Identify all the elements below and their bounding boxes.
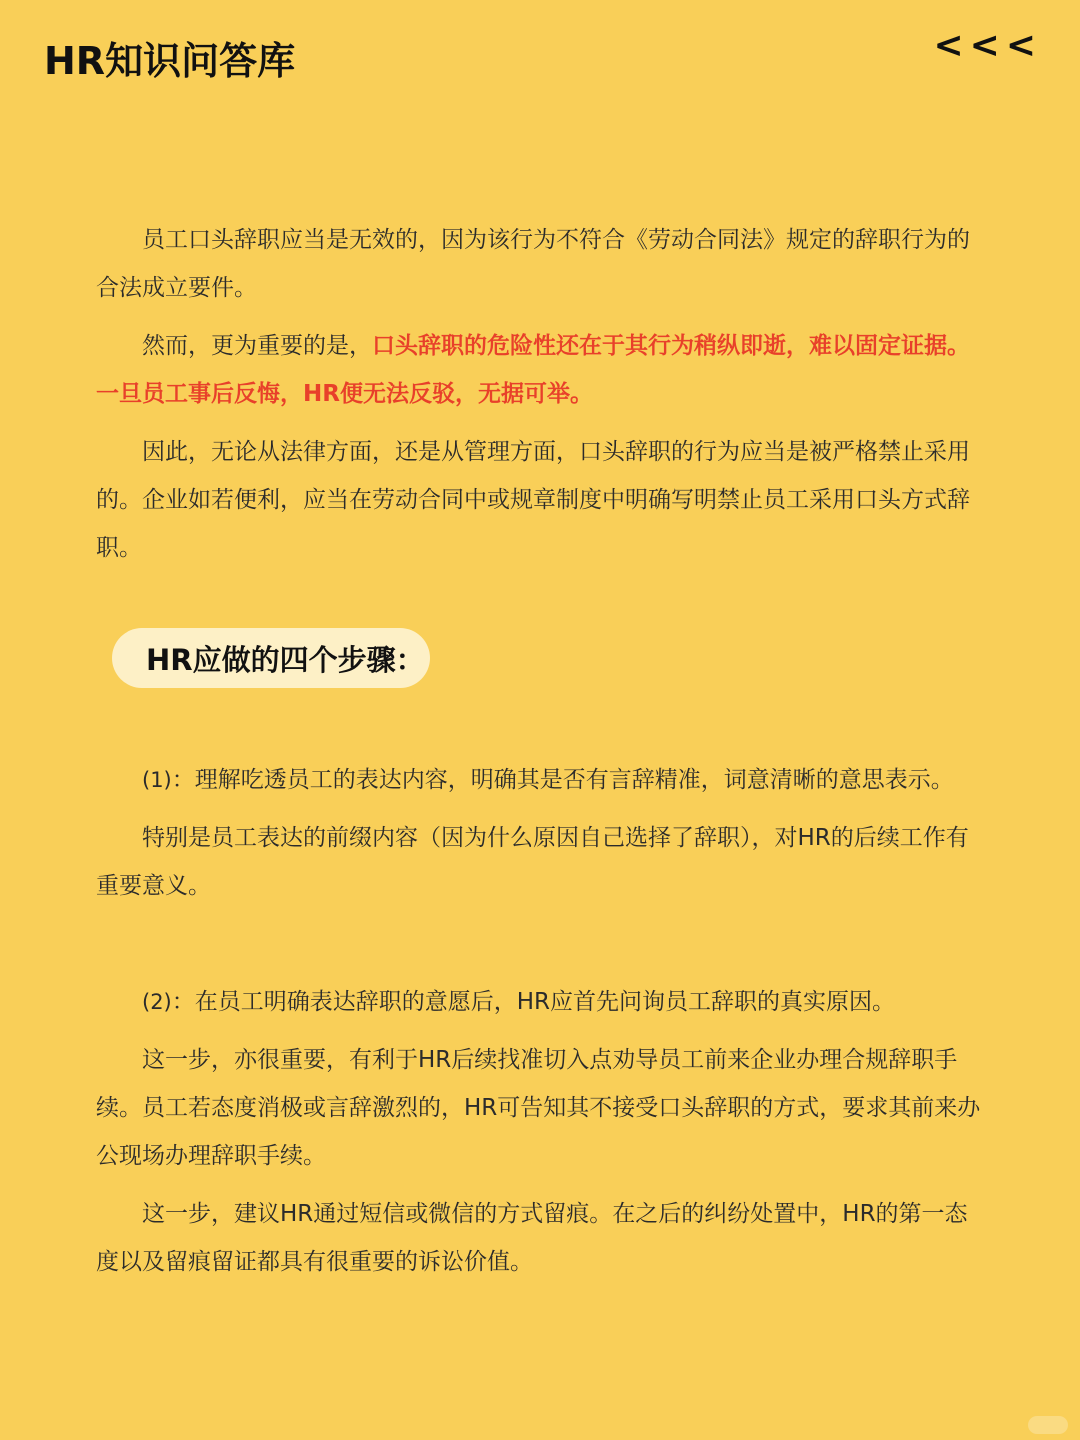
highlighted-warning: 口头辞职的危险性还在于其行为稍纵即逝，难以固定证据。一旦员工事后反悔，HR便无法反驳，无据可举。 (96, 333, 970, 407)
step-1-detail: 特别是员工表达的前缀内容（因为什么原因自己选择了辞职），对HR的后续工作有重要意义。 (96, 825, 969, 899)
step-2-number: (2) (142, 990, 172, 1014)
intro-section (96, 216, 990, 572)
step-1 (96, 756, 990, 910)
intro-paragraph-2-prefix: 然而，更为重要的是， (142, 333, 372, 359)
nav-arrows[interactable] (933, 25, 1036, 66)
chevron-left-icon: < (933, 25, 964, 66)
step-2-detail: 这一步，亦很重要，有利于HR后续找准切入点劝导员工前来企业办理合规辞职手续。员工若态度消极或言辞激烈的，HR可告知其不接受口头辞职的方式，要求其前来办公现场办理辞职手续。 (96, 1047, 981, 1169)
watermark (1028, 1416, 1068, 1434)
step-2 (96, 978, 990, 1286)
chevron-left-icon: < (969, 25, 1000, 66)
step-1-number: (1) (142, 768, 172, 792)
step-1-heading (96, 756, 990, 804)
step-2-text: ：在员工明确表达辞职的意愿后，HR应首先问询员工辞职的真实原因。 (171, 989, 896, 1015)
step-2-heading (96, 978, 990, 1026)
page-title: HR知识问答库 (44, 39, 296, 83)
intro-paragraph-3: 因此，无论从法律方面，还是从管理方面，口头辞职的行为应当是被严格禁止采用的。企业如若便利，应当在劳动合同中或规章制度中明确写明禁止员工采用口头方式辞职。 (96, 439, 970, 561)
intro-paragraph-2 (96, 322, 990, 418)
chevron-left-icon: < (1005, 25, 1036, 66)
step-1-text: ：理解吃透员工的表达内容，明确其是否有言辞精准，词意清晰的意思表示。 (171, 767, 954, 793)
step-2-detail-2: 这一步，建议HR通过短信或微信的方式留痕。在之后的纠纷处置中，HR的第一态度以及留痕留证都具有很重要的诉讼价值。 (96, 1201, 968, 1275)
intro-paragraph-1: 员工口头辞职应当是无效的，因为该行为不符合《劳动合同法》规定的辞职行为的合法成立要件。 (96, 227, 970, 301)
section-heading: HR应做的四个步骤： (112, 628, 430, 688)
